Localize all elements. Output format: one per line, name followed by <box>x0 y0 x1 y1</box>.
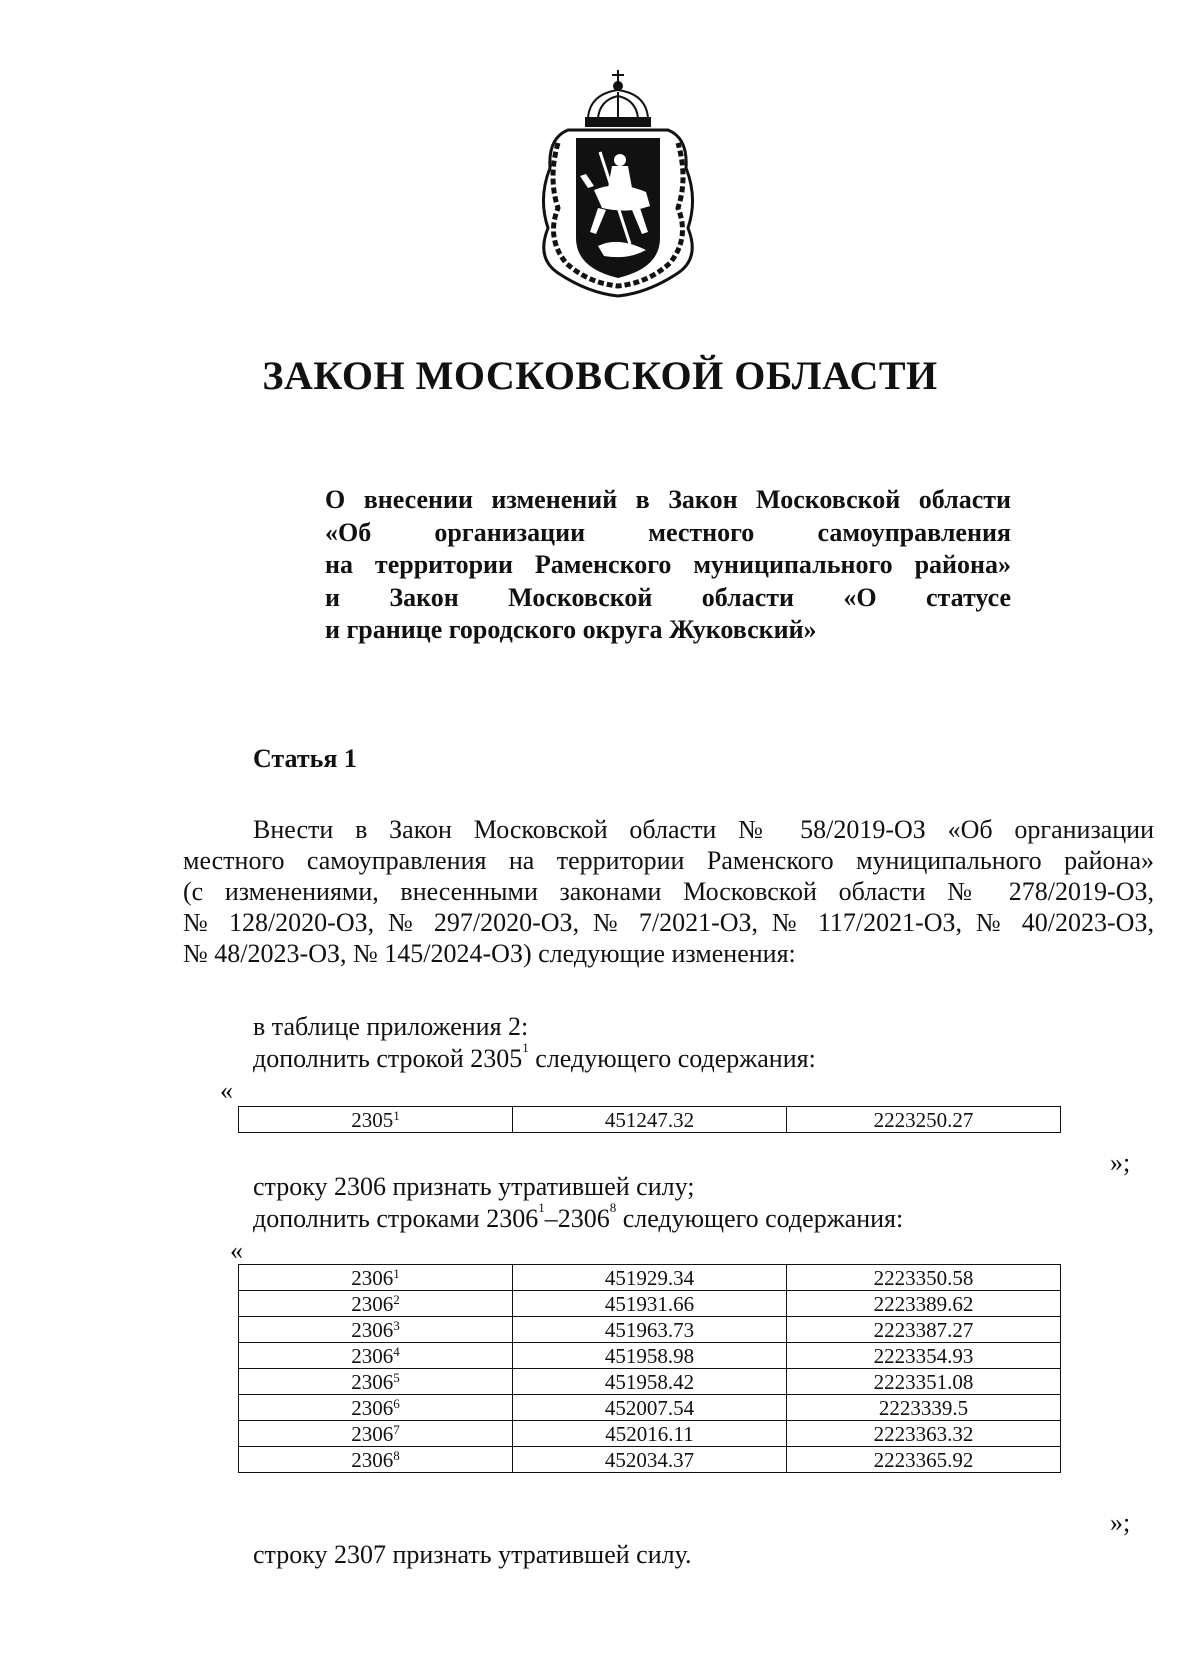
document-title: ЗАКОН МОСКОВСКОЙ ОБЛАСТИ <box>262 353 938 398</box>
point-number: 2306 <box>351 1343 394 1368</box>
y-coordinate-cell: 2223365.92 <box>787 1447 1061 1473</box>
point-number-cell <box>239 1369 513 1395</box>
point-number-cell <box>239 1265 513 1291</box>
coordinates-table-2305 <box>238 1106 1061 1133</box>
paragraph-line: местного самоуправления на территории Раменского муниципального района» <box>183 846 1154 875</box>
y-coordinate-cell: 2223339.5 <box>787 1395 1061 1421</box>
point-number-superscript: 7 <box>393 1421 400 1437</box>
point-number-superscript: 1 <box>393 1265 400 1281</box>
table-row <box>239 1343 1061 1369</box>
subtitle-line: «Об организации местного самоуправления <box>325 517 1011 547</box>
point-number-cell <box>239 1107 513 1133</box>
instruction-add-2306 <box>253 1200 904 1234</box>
x-coordinate-cell: 451958.42 <box>513 1369 787 1395</box>
point-number: 2306 <box>351 1395 394 1420</box>
subtitle-line: О внесении изменений в Закон Московской области <box>325 485 1011 514</box>
point-number-superscript: 1 <box>393 1107 400 1123</box>
table-row <box>239 1107 1061 1133</box>
paragraph-line: № 48/2023-ОЗ, № 145/2024-ОЗ) следующие изменения: <box>183 939 796 968</box>
close-quote-2: »; <box>1110 1508 1131 1537</box>
point-number-cell <box>239 1317 513 1343</box>
open-quote: « <box>220 1076 233 1105</box>
x-coordinate-cell: 451963.73 <box>513 1317 787 1343</box>
point-number: 2306 <box>351 1447 394 1472</box>
x-coordinate-cell: 451929.34 <box>513 1265 787 1291</box>
y-coordinate-cell: 2223387.27 <box>787 1317 1061 1343</box>
point-number: 2305 <box>351 1107 394 1132</box>
subtitle-line: и Закон Московской области «О статусе <box>325 582 1011 612</box>
point-number-superscript: 8 <box>393 1447 400 1463</box>
point-number: 2306 <box>351 1265 394 1290</box>
paragraph-line: № 128/2020-ОЗ, № 297/2020-ОЗ, № 7/2021-ОЗ, № 117/2021-ОЗ, № 40/2023-ОЗ, <box>183 908 1154 937</box>
x-coordinate-cell: 452007.54 <box>513 1395 787 1421</box>
paragraph-line: Внести в Закон Московской области № 58/2019-ОЗ «Об организации <box>253 815 1154 844</box>
table-row <box>239 1317 1061 1343</box>
superscript: 8 <box>609 1200 617 1215</box>
coordinates-table-2306 <box>238 1264 1061 1473</box>
superscript: 1 <box>522 1040 529 1055</box>
y-coordinate-cell: 2223363.32 <box>787 1421 1061 1447</box>
x-coordinate-cell: 451958.98 <box>513 1343 787 1369</box>
paragraph-line: (с изменениями, внесенными законами Московской области № 278/2019-ОЗ, <box>183 877 1154 906</box>
point-number-superscript: 4 <box>393 1343 400 1359</box>
point-number-cell <box>239 1421 513 1447</box>
point-number-superscript: 2 <box>393 1291 400 1307</box>
table-row <box>239 1265 1061 1291</box>
point-number: 2306 <box>351 1317 394 1342</box>
instruction-text: –2306 <box>544 1204 610 1233</box>
point-number-cell <box>239 1447 513 1473</box>
open-quote-2: « <box>230 1236 243 1265</box>
point-number: 2306 <box>351 1369 394 1394</box>
table-row <box>239 1421 1061 1447</box>
y-coordinate-cell: 2223389.62 <box>787 1291 1061 1317</box>
point-number-cell <box>239 1395 513 1421</box>
instruction-2306-invalid: строку 2306 признать утратившей силу; <box>253 1172 695 1201</box>
point-number-superscript: 3 <box>393 1317 400 1333</box>
y-coordinate-cell: 2223351.08 <box>787 1369 1061 1395</box>
superscript: 1 <box>538 1200 545 1215</box>
article-heading: Статья 1 <box>253 744 357 773</box>
point-number: 2306 <box>351 1421 394 1446</box>
instruction-text: дополнить строкой 2305 <box>253 1044 523 1073</box>
instruction-text: дополнить строками 2306 <box>253 1204 539 1233</box>
close-quote: »; <box>1110 1148 1131 1177</box>
point-number-superscript: 5 <box>393 1369 400 1385</box>
y-coordinate-cell: 2223354.93 <box>787 1343 1061 1369</box>
instruction-text: следующего содержания: <box>528 1044 816 1073</box>
point-number-superscript: 6 <box>393 1395 400 1411</box>
instruction-text: следующего содержания: <box>616 1204 904 1233</box>
y-coordinate-cell: 2223350.58 <box>787 1265 1061 1291</box>
document-subtitle <box>325 484 1011 647</box>
y-coordinate-cell: 2223250.27 <box>787 1107 1061 1133</box>
table-row <box>239 1369 1061 1395</box>
x-coordinate-cell: 451931.66 <box>513 1291 787 1317</box>
instruction-2307-invalid: строку 2307 признать утратившей силу. <box>253 1540 692 1569</box>
instruction-table2: в таблице приложения 2: <box>253 1012 529 1041</box>
x-coordinate-cell: 452016.11 <box>513 1421 787 1447</box>
table-row <box>239 1291 1061 1317</box>
point-number-cell <box>239 1343 513 1369</box>
x-coordinate-cell: 452034.37 <box>513 1447 787 1473</box>
subtitle-line: на территории Раменского муниципального района» <box>325 550 1011 579</box>
table-row <box>239 1447 1061 1473</box>
coat-of-arms-emblem <box>528 68 708 300</box>
instruction-add-2305 <box>253 1040 816 1074</box>
point-number-cell <box>239 1291 513 1317</box>
table-row <box>239 1395 1061 1421</box>
subtitle-line: и границе городского округа Жуковский» <box>325 615 817 644</box>
point-number: 2306 <box>351 1291 394 1316</box>
article-paragraph <box>183 814 1154 969</box>
x-coordinate-cell: 451247.32 <box>513 1107 787 1133</box>
